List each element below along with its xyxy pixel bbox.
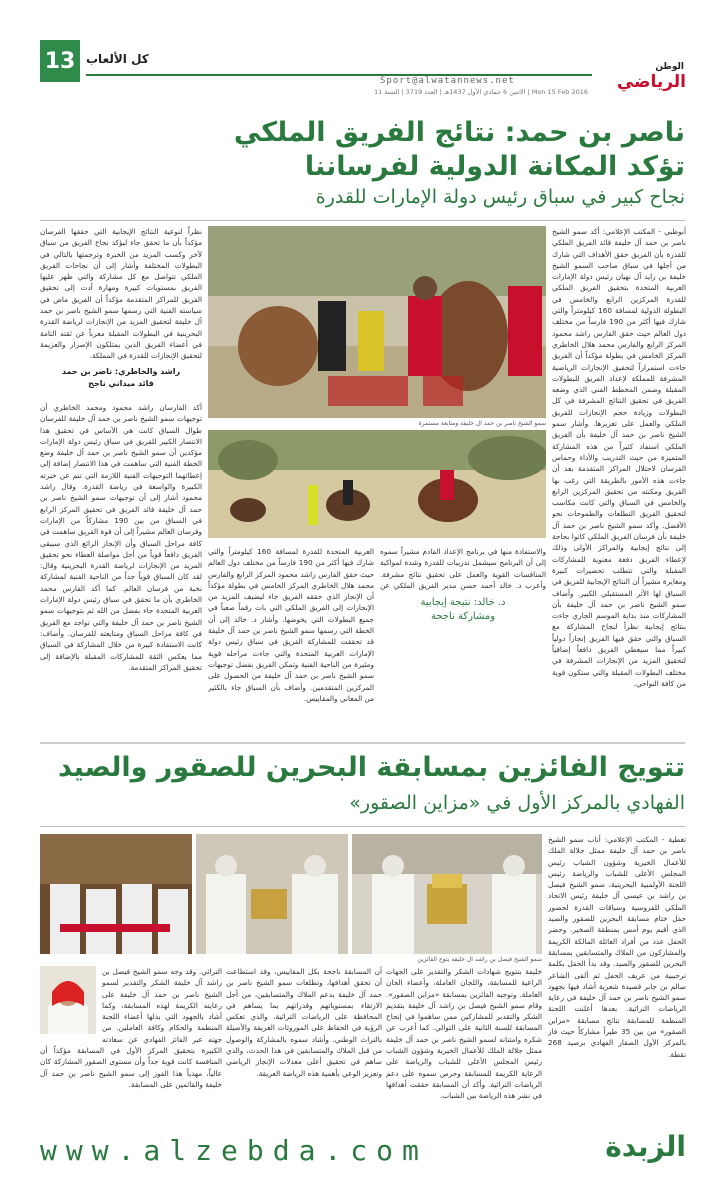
endurance-photo-1	[208, 226, 546, 418]
photo-illustration-3	[352, 834, 542, 954]
article2-col1: تغطية - المكتب الإعلامي: أناب سمو الشيخ ناصر بن حمد آل خليفة ممثل جلالة الملك للأعمال الخيرية وشؤون الشباب رئيس المجلس الأعلى للشباب والرياضة رئيس اللجنة الأولمبية البحرينية، سمو الشيخ فيصل بن راشد بن عيسى آل خليفة رئيس الاتحاد الملكي للفروسية وسباقات القدرة لحضور حفل ختام مسابقة البحرين للصقور والصيد الذي أقيم يوم أمس بمنطقة الصخير. وحضر الحفل عدد من أفراد العائلة المالكة الكريمة والمشاركون من الملاك والمتسابقين بمسابقة البحرين للصقور والصيد. وقد بدأ الحفل بكلمة ترحيبية من عريف الحفل ثم ألقى الشاعر سالم بن جابر قصيدة شعرية أشاد فيها بجهود سمو الشيخ ناصر بن حمد آل خليفة في رعاية الرياضات التراثية. بعدها أعلنت اللجنة المنظمة للمسابقة نتائج مسابقة «مزاين الصقور» من بين 35 طيراً مشاركاً حيث فاز بالمركز الأول الصقار الفهادي برصيد 268 نقطة.	[548, 835, 686, 1059]
article1-subheadline: نجاح كبير في سباق رئيس دولة الإمارات للقدرة	[315, 186, 685, 208]
article1-col2	[380, 546, 546, 734]
website-label: Sport@alwatannews.net	[380, 76, 515, 86]
endurance-photo-2	[208, 430, 546, 538]
article1-col4b: أكد الفارسان راشد محمود ومحمد الخاطري أن توجيهات سمو الشيخ ناصر بن حمد آل خليفة للفرسان طوال السباق كانت هي الأساس في تحقيق هذا الانتصار الكبير للفريق في سباق رئيس دولة الإمارات مؤكدين أن سمو الشيخ ناصر بن حمد آل خليفة وضع الخطة الفنية التي ساهمت في هذا الانتصار إضافة إلى إعطائهما التوجيهات الفنية اللازمة التي تنم عن خبرته الكبيرة والواسعة في رياضة القدرة. وقال راشد محمود أشار إلى أن توجيهات سمو الشيخ ناصر بن حمد آل خليفة قائد الفريق في تحقيق المركز الرابع في السباق من بين 190 مشاركاً من الإمارات وفرسان العالم مشيراً إلى أن قوة الفريق ساهمت في كافة مراحل السباق وأن الإنجاز الرائع الذي سيبقى الفريق دافعاً قوياً من أجل مواصلة العطاء نحو تحقيق المزيد من الإنجازات لرياضة القدرة البحرينية وقال: لقد كان السباق قوياً جداً من الناحية الفنية لمشاركة نخبة من فرسان العالم. كما أكد الفارس محمد الخاطري بأن ما تحقق في سباق رئيس دولة الإمارات العربية المتحدة جاء بفضل من الله ثم بتوجيهات سمو الشيخ ناصر بن حمد آل خليفة والتي تواجد مع الفريق في كافة مراحل السباق ومتابعته للفرسان. وأضاف: كانت الاستفادة كبيرة من خلال المشاركة في السباق مما يعكس الثقة للمشاركات المقبلة بالإضافة إلى تحقيق المراكز المتقدمة.	[40, 403, 202, 672]
logo-main-text: الرياضي	[616, 72, 686, 92]
award-photo-1	[352, 834, 542, 954]
article1-headline-line2: تؤكد المكانة الدولية لفرساننا	[304, 151, 685, 182]
footer-logo: الزبدة	[605, 1130, 686, 1163]
award-photo-3	[40, 834, 192, 954]
byline-riders-line2: قائد ميداني ناجح	[88, 379, 154, 388]
article1-headline	[40, 116, 685, 184]
sport-logo	[598, 62, 686, 102]
byline-riders	[40, 366, 202, 400]
article1-col3: العربية المتحدة للقدرة لمسافة 160 كيلومتراً والتي شارك فيها أكثر من 190 فارساً من مختلف دول العالم حيث حقق الفارس راشد محمود المركز الرابع والفارس محمد هلال الخاطري المركز الخامس في بطولة مؤكداً أن الإنجاز الذي حققه الفريق جاء ليضيف المزيد من الإنجازات إلى الفريق الملكي التي بات رقماً صعباً في جميع البطولات التي يخوضها. وأشار د. خالد إلى أن الخطة التي رسمها سمو الشيخ ناصر بن حمد آل خليفة قد تحققت للمشاركة الفريق في سباق رئيس دولة الإمارات العربية المتحدة والتي جاءت مراحله قوية ومثيرة من الناحية الفنية وتمكن الفريق بفضل توجيهات سمو الشيخ ناصر بن حمد آل خليفة من الحصول على المركزين المتقدمين. وأضاف بأن السباق جاء بالكثير من المعاني والمقاييس.	[208, 547, 374, 703]
photo-illustration-4	[196, 834, 348, 954]
photo1-caption: سمو الشيخ ناصر بن حمد آل خليفة ومتابعة مستمرة	[418, 420, 546, 427]
article2-col4	[40, 966, 222, 1122]
article-divider	[40, 742, 685, 744]
award-photo-2	[196, 834, 348, 954]
dateline: Mon 15 Feb 2016 | الاثنين 6 جمادي الأول 1437هـ | العدد 3719 | السنة 11	[373, 88, 588, 96]
footer-website: www.alzebda.com	[40, 1134, 428, 1167]
article2-photo-caption: سمو الشيخ فيصل بن راشد آل خليفة يتوج الفائزين	[417, 956, 542, 963]
article2-headline: تتويج الفائزين بمسابقة البحرين للصقور والصيد	[58, 752, 685, 783]
article1-col4: نظراً لنوعية النتائج الإيجابية التي حققها الفرسان مؤكداً بأن ما تحقق جاء ليؤكد نجاح الفريق من سباق لآخر وكسب المزيد من الخبرة وترجمتها بالتالي في البطولات المختلفة وأشار إلى أن نجاحات الفريق الملكي تتواصل مع كل مشاركة والتي ظهر عليها الفريق بمستويات كبيرة ومهارة أدت إلى تحقيق الفريق للمراكز المتقدمة مؤكداً أن الفريق ماض في سياسته الفنية التي رسمها سمو الشيخ ناصر بن حمد آل خليفة لتحقيق المزيد من الإنجازات لرياضة القدرة البحرينية في البطولات المقبلة معرباً عن ثقته التامة في أعضاء الفريق الذين يمتلكون الإصرار والعزيمة لتحقيق الإنجازات للقدرة في المملكة.	[40, 227, 202, 361]
article1-headline-line1: ناصر بن حمد: نتائج الفريق الملكي	[233, 117, 685, 148]
article1-col1: أبوظبي - المكتب الإعلامي: أكد سمو الشيخ ناصر بن حمد آل خليفة قائد الفريق الملكي للقدرة بأن الفريق حقق الأهداف التي شارك من أجلها في سباق صاحب السمو الشيخ خليفة بن زايد آل نهيان رئيس دولة الإمارات العربية المتحدة بتحقيق الفريق الملكي للقدرة المركزين الرابع والخامس في البطولة الدولية لمسافة 160 كيلومتراً والتي شارك فيها أكثر من 190 فارساً من مختلف دول العالم حيث حقق الفارس راشد محمود المركز الرابع والفارس محمد هلال الخاطري المركز الخامس في بطولة مؤكداً أن الفريق جاءت استمراراً لتحقيق الإنجازات الرياضية المشرفة للمملكة لإعداد الفريق للبطولات المقبلة وضمن المخطط الفني الذي وضعه الفريق في تحقيق النتائج المشرفة في كل البطولات وزيادة حجم الإنجازات للفريق الملكي والعمل على تعزيزها. وأشار سمو الشيخ ناصر بن حمد آل خليفة بأن الفريق الملكي استفاد كثيراً من هذه المشاركة المتميزة من حيث التدريب والأداء وحماس الفرسان لاحتلال المراكز المتقدمة بعد أن جاءت هذه الأمور بالطريقة التي رغب بها الفريق ومكنته من تحقيق المركزين الرابع والخامس في السباق والتي كانت مكاسب لتحقيق الفريق التطلعات والطموحات نحو الأفضل. وأكد سمو الشيخ ناصر بن حمد آل خليفة بأن فرسان الفريق الملكي كانوا بحاجة إلى نتائج إيجابية والمراكز الأولى وذلك لإعطاء الفريق دفعة معنوية للمشاركات المقبلة والتي تتطلب تحضيرات كبيرة ومغايرة مشيراً أن النتائج الإيجابية للفريق في السباق لها الأثر المستقبلي الكبير. وأضاف سمو الشيخ ناصر بن حمد آل خليفة بأن المشاركات منذ بداية الموسم الجاري جاءت بنتائج إيجابية نظراً لنجاح المشاركة مع السباق والتي حقق فيها الفريق إنجازاً دولياً كبيراً مما سيعطي الفريق دافعاً إضافياً لتحقيق المزيد من الإنجازات المشرفة في مختلف البطولات المقبلة والتي ستكون قوية من كافة النواحي.	[552, 227, 686, 688]
byline-riders-line1: راشد والخاطري: ناصر بن حمد	[61, 367, 181, 376]
section-title: كل الألعاب	[86, 52, 149, 66]
byline-khaled-line2: ومشاركة ناجحة	[430, 611, 496, 622]
photo-illustration-1	[208, 226, 546, 418]
byline-khaled-line1: د. خالد: نتيجة إيجابية	[420, 597, 506, 608]
portrait-illustration	[40, 966, 96, 1034]
winner-portrait	[40, 966, 96, 1034]
page-number: 13	[40, 40, 80, 82]
photo-illustration-2	[208, 430, 546, 538]
article2-subheadline: الفهادي بالمركز الأول في «مزاين الصقور»	[349, 792, 685, 814]
divider	[40, 826, 685, 827]
byline-khaled	[380, 596, 546, 624]
article1-col2-top: والاستفادة منها في برنامج الإعداد القادم مشيراً سموه إلى أن البرنامج سيشمل تدريبات للقدرة وشدة لمواكبة المنافسات القوية والعمل على تحقيق نتائج مشرفة. وأعرب د. خالد أحمد حسن مدير الفريق الملكي عن	[380, 547, 546, 590]
photo-illustration-5	[40, 834, 192, 954]
article2-col4-text: التراثي. وقد وجه سمو الشيخ فيصل بن راشد آل خليفة الشكر والتقدير لسمو الشيخ ناصر بن حمد آل خليفة على رعايته الكريمة لهذه المسابقة، وكما أشاد بالجهود التي بذلها أعضاء اللجنة المنظمة والحكام وكافة العاملين. من جهته عبر الفائز الفهادي عن سعادته الكبيرة بتحقيق المركز الأول في المسابقة مؤكداً أن المنافسة كانت قوية جداً وأن مستوى الصقور المشاركة كان عالياً، مهدياً هذا الفوز إلى سمو الشيخ ناصر بن حمد آل خليفة والقائمين على المسابقة.	[40, 967, 222, 1089]
article2-col2: خليفة بتتويج شهادات الشكر والتقدير على الجهات الراعية للمسابقة، واللجان العاملة، وأعضاء الجان العاملة. وتوجيه الفائزين بمسابقة «مزاين الصقور». وقام سمو الشيخ فيصل بن راشد آل خليفة بتقديم الشكر والتقدير للمشاركين ممن ساهموا في إنجاح المسابقة للسنة الثانية على التوالي. كما أعرب عن شكره وامتنانه لسمو الشيخ ناصر بن حمد آل خليفة ممثل جلالة الملك للأعمال الخيرية وشؤون الشباب رئيس المجلس الأعلى للشباب والرياضة على الرعاية الكريمة للمسابقة وحرص سموه على دعم الرياضات التراثية. وأكد أن المسابقة حققت أهدافها في نشر هذه الرياضة بين الشباب.	[386, 967, 542, 1101]
logo-top-text: الوطن	[655, 62, 684, 72]
section-rule	[86, 74, 592, 76]
article2-col3: أن المسابقة ناجحة بكل المقاييس، وقد استطاعت أن تحقق أهدافها، وتطلعات سمو الشيخ ناصر بن حمد آل خليفة بدعم الملاك والمتسابقين، من أجل الارتقاء بمستوياتهم وقدراتهم بما يساهم في المحافظة على الرياضات التراثية، والذي تعكس الرؤية في الحفاظ على الموروثات العريقة والأصيلة بالتراث الوطني. وأشاد سموه بالمشاركة والوصول من قبل الملاك والمتسابقين في هذا الحدث، والذي ساهم في تحقيق أعلى معدلات الإنجاز الرياضي وتعزيز الوعي بأهمية هذه الرياضة العريقة.	[226, 967, 382, 1078]
divider	[40, 220, 685, 221]
